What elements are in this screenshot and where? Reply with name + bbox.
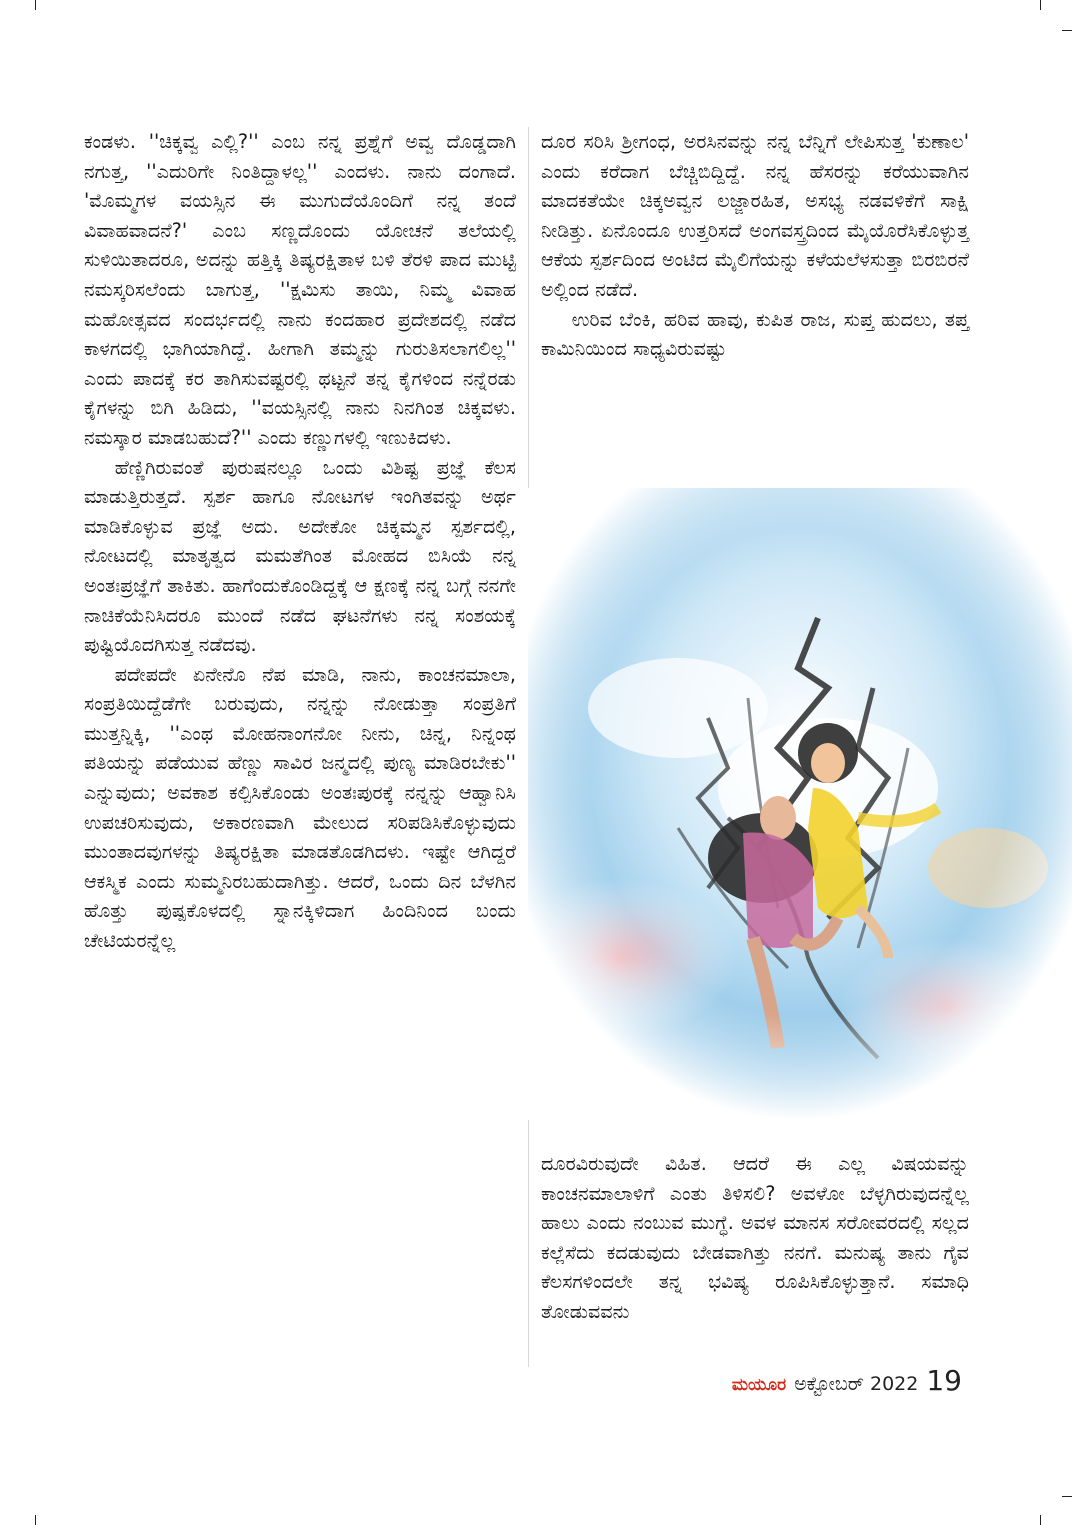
story-illustration [528, 488, 1072, 1120]
right-text-column-top [541, 127, 969, 364]
crop-mark-right-top [1062, 30, 1072, 31]
crop-mark-bottom-right [1040, 1515, 1041, 1525]
page-footer [732, 1364, 962, 1397]
paragraph: ಪದೇಪದೇ ಏನೇನೊ ನೆಪ ಮಾಡಿ, ನಾನು, ಕಾಂಚನಮಾಲಾ, ಸಂಪ್ರತಿಯಿದ್ದೆಡೆಗೇ ಬರುವುದು, ನನ್ನನ್ನು ನೋಡುತ್ತಾ ಸಂಪ್ರತಿಗೆ ಮುತ್ತನ್ನಿಕ್ಕಿ, ''ಎಂಥ ಮೋಹನಾಂಗನೋ ನೀನು, ಚಿನ್ನ, ನಿನ್ನಂಥ ಪತಿಯನ್ನು ಪಡೆಯುವ ಹೆಣ್ಣು ಸಾವಿರ ಜನ್ಮದಲ್ಲಿ ಪುಣ್ಯ ಮಾಡಿರಬೇಕು'' ಎನ್ನುವುದು; ಅವಕಾಶ ಕಲ್ಪಿಸಿಕೊಂಡು ಅಂತಃಪುರಕ್ಕೆ ನನ್ನನ್ನು ಆಹ್ವಾನಿಸಿ ಉಪಚರಿಸುವುದು, ಅಕಾರಣವಾಗಿ ಮೇಲುದ ಸರಿಪಡಿಸಿಕೊಳ್ಳುವುದು ಮುಂತಾದವುಗಳನ್ನು ತಿಷ್ಯರಕ್ಷಿತಾ ಮಾಡತೊಡಗಿದಳು. ಇಷ್ಟೇ ಆಗಿದ್ದರೆ ಆಕಸ್ಮಿಕ ಎಂದು ಸುಮ್ಮನಿರಬಹುದಾಗಿತ್ತು. ಆದರೆ, ಒಂದು ದಿನ ಬೆಳಗಿನ ಹೊತ್ತು ಪುಷ್ಪಕೊಳದಲ್ಲಿ ಸ್ನಾನಕ್ಕಿಳಿದಾಗ ಹಿಂದಿನಿಂದ ಬಂದು ಚೇಟಿಯರನ್ನೆಲ್ಲ [84, 662, 516, 953]
left-text-column [84, 127, 516, 956]
crop-mark-top-left [35, 0, 36, 10]
paragraph: ಉರಿವ ಬೆಂಕಿ, ಹರಿವ ಹಾವು, ಕುಪಿತ ರಾಜ, ಸುಪ್ತ ಹುದಲು, ತಪ್ತ ಕಾಮಿನಿಯಿಂದ ಸಾಧ್ಯವಿರುವಷ್ಟು [541, 307, 969, 361]
crop-mark-bottom-left [35, 1515, 36, 1525]
issue-date: ಅಕ್ಟೋಬರ್ 2022 [794, 1373, 919, 1395]
page-number: 19 [926, 1364, 962, 1397]
paragraph: ದೂರವಿರುವುದೇ ವಿಹಿತ. ಆದರೆ ಈ ಎಲ್ಲ ವಿಷಯವನ್ನು ಕಾಂಚನಮಾಲಾಳಿಗೆ ಎಂತು ತಿಳಿಸಲಿ? ಅವಳೋ ಬೆಳ್ಳಗಿರುವುದನ್ನೆಲ್ಲ ಹಾಲು ಎಂದು ನಂಬುವ ಮುಗ್ಧೆ. ಅವಳ ಮಾನಸ ಸರೋವರದಲ್ಲಿ ಸಲ್ಲದ ಕಲ್ಲೆಸೆದು ಕದಡುವುದು ಬೇಡವಾಗಿತ್ತು ನನಗೆ. ಮನುಷ್ಯ ತಾನು ಗೈವ ಕೆಲಸಗಳಿಂದಲೇ ತನ್ನ ಭವಿಷ್ಯ ರೂಪಿಸಿಕೊಳ್ಳುತ್ತಾನೆ. ಸಮಾಧಿ ತೋಡುವವನು [541, 1152, 969, 1323]
magazine-name: ಮಯೂರ [731, 1375, 787, 1395]
painted-illustration-icon [528, 488, 1072, 1120]
right-text-column-bottom [541, 1149, 969, 1327]
paragraph: ದೂರ ಸರಿಸಿ ಶ್ರೀಗಂಧ, ಅರಸಿನವನ್ನು ನನ್ನ ಬೆನ್ನಿಗೆ ಲೇಪಿಸುತ್ತ 'ಕುಣಾಲ' ಎಂದು ಕರೆದಾಗ ಬೆಚ್ಚಿಬಿದ್ದಿದ್ದೆ. ನನ್ನ ಹೆಸರನ್ನು ಕರೆಯುವಾಗಿನ ಮಾದಕತೆಯೇ ಚಿಕ್ಕಅವ್ವನ ಲಜ್ಜಾರಹಿತ, ಅಸಭ್ಯ ನಡವಳಿಕೆಗೆ ಸಾಕ್ಷಿ ನೀಡಿತ್ತು. ಏನೊಂದೂ ಉತ್ತರಿಸದೆ ಅಂಗವಸ್ತ್ರದಿಂದ ಮೈಯೊರೆಸಿಕೊಳ್ಳುತ್ತ ಆಕೆಯ ಸ್ಪರ್ಶದಿಂದ ಅಂಟಿದ ಮೈಲಿಗೆಯನ್ನು ಕಳೆಯಲೆಳಸುತ್ತಾ ಬಿರಬಿರನೆ ಅಲ್ಲಿಂದ ನಡೆದೆ. [541, 130, 969, 301]
crop-mark-right-bottom [1062, 1496, 1072, 1497]
crop-mark-top-right [1040, 0, 1041, 10]
paragraph: ಹೆಣ್ಣಿಗಿರುವಂತೆ ಪುರುಷನಲ್ಲೂ ಒಂದು ವಿಶಿಷ್ಟ ಪ್ರಜ್ಞೆ ಕೆಲಸ ಮಾಡುತ್ತಿರುತ್ತದೆ. ಸ್ಪರ್ಶ ಹಾಗೂ ನೋಟಗಳ ಇಂಗಿತವನ್ನು ಅರ್ಥ ಮಾಡಿಕೊಳ್ಳುವ ಪ್ರಜ್ಞೆ ಅದು. ಅದೇಕೋ ಚಿಕ್ಕಮ್ಮನ ಸ್ಪರ್ಶದಲ್ಲಿ, ನೋಟದಲ್ಲಿ ಮಾತೃತ್ವದ ಮಮತೆಗಿಂತ ಮೋಹದ ಬಿಸಿಯೆ ನನ್ನ ಅಂತಃಪ್ರಜ್ಞೆಗೆ ತಾಕಿತು. ಹಾಗೆಂದುಕೊಂಡಿದ್ದಕ್ಕೆ ಆ ಕ್ಷಣಕ್ಕೆ ನನ್ನ ಬಗ್ಗೆ ನನಗೇ ನಾಚಿಕೆಯೆನಿಸಿದರೂ ಮುಂದೆ ನಡೆದ ಘಟನೆಗಳು ನನ್ನ ಸಂಶಯಕ್ಕೆ ಪುಷ್ಟಿಯೊದಗಿಸುತ್ತ ನಡೆದವು. [84, 455, 516, 657]
paragraph: ಕಂಡಳು. ''ಚಿಕ್ಕವ್ವ ಎಲ್ಲಿ?'' ಎಂಬ ನನ್ನ ಪ್ರಶ್ನೆಗೆ ಅವ್ವ ದೊಡ್ಡದಾಗಿ ನಗುತ್ತ, ''ಎದುರಿಗೇ ನಿಂತಿದ್ದಾಳಲ್ಲ'' ಎಂದಳು. ನಾನು ದಂಗಾದೆ. 'ಮೊಮ್ಮಗಳ ವಯಸ್ಸಿನ ಈ ಮುಗುದೆಯೊಂದಿಗೆ ನನ್ನ ತಂದೆ ವಿವಾಹವಾದನೆ?' ಎಂಬ ಸಣ್ಣದೊಂದು ಯೋಚನೆ ತಲೆಯಲ್ಲಿ ಸುಳಿಯಿತಾದರೂ, ಅದನ್ನು ಹತ್ತಿಕ್ಕಿ ತಿಷ್ಯರಕ್ಷಿತಾಳ ಬಳಿ ತೆರಳಿ ಪಾದ ಮುಟ್ಟಿ ನಮಸ್ಕರಿಸಲೆಂದು ಬಾಗುತ್ತ, ''ಕ್ಷಮಿಸು ತಾಯಿ, ನಿಮ್ಮ ವಿವಾಹ ಮಹೋತ್ಸವದ ಸಂದರ್ಭದಲ್ಲಿ ನಾನು ಕಂದಹಾರ ಪ್ರದೇಶದಲ್ಲಿ ನಡೆದ ಕಾಳಗದಲ್ಲಿ ಭಾಗಿಯಾಗಿದ್ದೆ. ಹೀಗಾಗಿ ತಮ್ಮನ್ನು ಗುರುತಿಸಲಾಗಲಿಲ್ಲ'' ಎಂದು ಪಾದಕ್ಕೆ ಕರ ತಾಗಿಸುವಷ್ಟರಲ್ಲಿ ಥಟ್ಟನೆ ತನ್ನ ಕೈಗಳಿಂದ ನನ್ನೆರಡು ಕೈಗಳನ್ನು ಬಿಗಿ ಹಿಡಿದು, ''ವಯಸ್ಸಿನಲ್ಲಿ ನಾನು ನಿನಗಿಂತ ಚಿಕ್ಕವಳು. ನಮಸ್ಕಾರ ಮಾಡಬಹುದೆ?'' ಎಂದು ಕಣ್ಣುಗಳಲ್ಲಿ ಇಣುಕಿದಳು. [84, 130, 516, 449]
